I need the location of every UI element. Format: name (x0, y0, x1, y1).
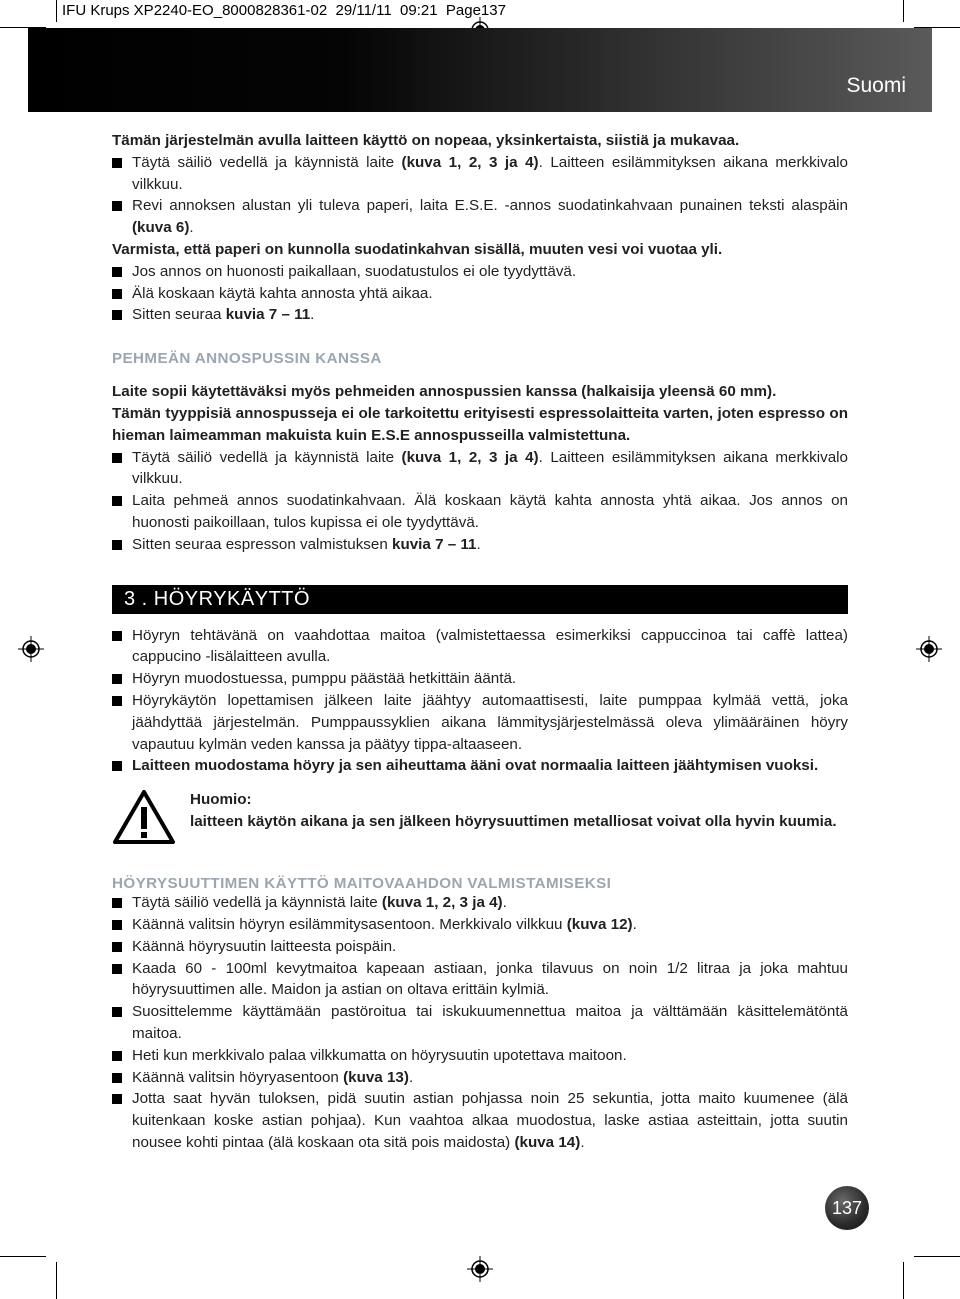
page-content (112, 130, 848, 1154)
language-label: Suomi (846, 74, 906, 97)
bullet-square-icon (112, 942, 122, 952)
exclamation-triangle-icon (112, 789, 176, 845)
bullet-square-icon (112, 920, 122, 930)
list-item: Revi annoksen alustan yli tuleva paperi, laita E.S.E. -annos suodatinkahvaan punainen teksti alaspäin (kuva 6). (112, 195, 848, 239)
bullet-square-icon (112, 696, 122, 706)
list-item: Käännä höyrysuutin laitteesta poispäin. (112, 936, 848, 958)
bullet-square-icon (112, 310, 122, 320)
list-item: Suosittelemme käyttämään pastöroitua tai iskukuumennettua maitoa ja välttämään käsittelemätöntä maitoa. (112, 1001, 848, 1045)
list-item: Kaada 60 - 100ml kevytmaitoa kapeaan astiaan, jonka tilavuus on noin 1/2 litraa ja joka mahtuu höyrysuuttimen alle. Maidon ja astian on oltava erittäin kylmiä. (112, 958, 848, 1002)
bullet-square-icon (112, 964, 122, 974)
bullet-square-icon (112, 1007, 122, 1017)
list-item: Höyryn muodostuessa, pumppu päästää hetkittäin ääntä. (112, 668, 848, 690)
soft-pod-para1: Laite sopii käytettäväksi myös pehmeiden annospussien kanssa (halkaisija yleensä 60 mm). (112, 383, 777, 401)
crop-mark (56, 0, 57, 22)
list-item: Älä koskaan käytä kahta annosta yhtä aikaa. (112, 283, 848, 305)
bullet-square-icon (112, 1094, 122, 1104)
bullet-square-icon (112, 761, 122, 771)
bullet-square-icon (112, 289, 122, 299)
intro-lead: Tämän järjestelmän avulla laitteen käyttö on nopeaa, yksinkertaista, siistiä ja mukavaa. (112, 132, 740, 149)
registration-mark-icon (916, 636, 942, 662)
list-item: Täytä säiliö vedellä ja käynnistä laite (kuva 1, 2, 3 ja 4). Laitteen esilämmityksen aikana merkkivalo vilkkuu. (112, 447, 848, 491)
bullet-square-icon (112, 267, 122, 277)
list-item: Täytä säiliö vedellä ja käynnistä laite (kuva 1, 2, 3 ja 4). (112, 892, 848, 914)
page-number: 137 (825, 1186, 869, 1230)
bullet-square-icon (112, 898, 122, 908)
section-title-bar: 3 . HÖYRYKÄYTTÖ (112, 585, 848, 614)
bullet-square-icon (112, 631, 122, 641)
print-slug: IFU Krups XP2240-EO_8000828361-02 29/11/11 09:21 Page137 (62, 2, 506, 19)
bullet-square-icon (112, 1051, 122, 1061)
bullet-square-icon (112, 674, 122, 684)
bullet-square-icon (112, 453, 122, 463)
list-item: Sitten seuraa kuvia 7 – 11. (112, 304, 848, 326)
list-item: Sitten seuraa espresson valmistuksen kuvia 7 – 11. (112, 534, 848, 556)
bullet-square-icon (112, 1073, 122, 1083)
warning-line: Varmista, että paperi on kunnolla suodatinkahvan sisällä, muuten vesi voi vuotaa yli. (112, 240, 723, 258)
list-item: Jotta saat hyvän tuloksen, pidä suutin astian pohjassa noin 25 sekuntia, jotta maito kuumenee (älä kuitenkaan koske astian pohjaa). Kun vaahtoa alkaa muodostua, laske astiaa asteittain, jotta suutin nousee kohti pintaa (älä koskaan ota sitä pois maidosta) (kuva 14). (112, 1088, 848, 1153)
section-subheading: HÖYRYSUUTTIMEN KÄYTTÖ MAITOVAAHDON VALMISTAMISEKSI (112, 875, 612, 893)
bullet-square-icon (112, 540, 122, 550)
crop-mark (0, 1256, 46, 1257)
bullet-square-icon (112, 158, 122, 168)
registration-mark-icon (467, 1256, 493, 1282)
soft-pod-para2: Tämän tyyppisiä annospusseja ei ole tarkoitettu erityisesti espressolaitteita varten, joten espresso on hieman laimeamman makuista kuin E.S.E annospusseilla valmistettuna. (112, 404, 848, 444)
list-item: Laitteen muodostama höyry ja sen aiheuttama ääni ovat normaalia laitteen jäähtymisen vuoksi. (112, 755, 848, 777)
warning-text: laitteen käytön aikana ja sen jälkeen höyrysuuttimen metalliosat voivat olla hyvin kuumia. (190, 813, 837, 831)
list-item: Käännä valitsin höyryn esilämmitysasentoon. Merkkivalo vilkkuu (kuva 12). (112, 914, 848, 936)
list-item: Jos annos on huonosti paikallaan, suodatustulos ei ole tyydyttävä. (112, 261, 848, 283)
list-item: Höyryn tehtävänä on vaahdottaa maitoa (valmistettaessa esimerkiksi cappuccinoa tai caffè lattea) cappucino -lisälaitteen avulla. (112, 625, 848, 669)
list-item: Täytä säiliö vedellä ja käynnistä laite (kuva 1, 2, 3 ja 4). Laitteen esilämmityksen aikana merkkivalo vilkkuu. (112, 152, 848, 196)
section-subheading: PEHMEÄN ANNOSPUSSIN KANSSA (112, 350, 382, 368)
warning-title: Huomio: (190, 791, 252, 809)
crop-mark (914, 1256, 960, 1257)
list-item: Käännä valitsin höyryasentoon (kuva 13). (112, 1067, 848, 1089)
list-item: Höyrykäytön lopettamisen jälkeen laite jäähtyy automaattisesti, laite pumppaa kylmää vettä, joka jäähdyttää järjestelmän. Pumppaussyklien aikana lämmitysjärjestelmässä oleva ylimääräinen höyry vapautuu kylmän veden kanssa ja päätyy tippa-altaaseen. (112, 690, 848, 755)
header-band (28, 28, 932, 112)
crop-mark (903, 0, 904, 22)
warning-note (112, 789, 848, 853)
crop-mark (56, 1262, 57, 1299)
crop-mark (903, 1262, 904, 1299)
registration-mark-icon (18, 636, 44, 662)
bullet-square-icon (112, 496, 122, 506)
list-item: Heti kun merkkivalo palaa vilkkumatta on höyrysuutin upotettava maitoon. (112, 1045, 848, 1067)
list-item: Laita pehmeä annos suodatinkahvaan. Älä koskaan käytä kahta annosta yhtä aikaa. Jos annos on huonosti paikoillaan, tulos kupissa ei ole tyydyttävä. (112, 490, 848, 534)
bullet-square-icon (112, 201, 122, 211)
